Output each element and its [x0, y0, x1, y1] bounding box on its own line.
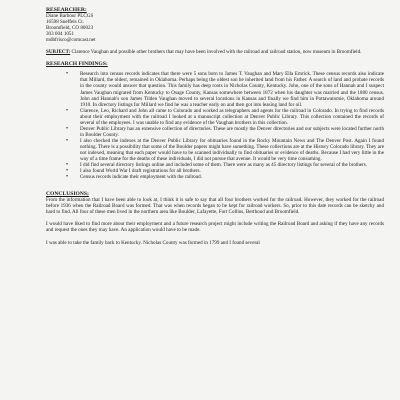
researcher-city: Broomfield, CO 80023 — [46, 25, 94, 32]
conclusion-paragraph: From the information that I have been able to look at, I think it is safe to say that all four brothers worked for the railroad. However, they worked for the railroad before 1936 when the Railroad Board was formed. That was when records began to be kept for railroad workers. So, prior to this date records can be sketchy and hard to find. All four of these men lived in the northern area like Boulder, Lafayette, Fort Collins, Berthoud and Broomfield. — [46, 197, 384, 216]
subject-label: SUBJECT: — [46, 49, 71, 56]
list-item: • Denver Public Library has an extensive collection of directories. These are mostly the Denver directories and our subjects were located further north in Boulder County. — [80, 126, 384, 138]
researcher-email: mdbfrisco@comcast.net — [46, 37, 96, 44]
subject-text: Clarence Vaughan and possible other brothers that may have been involved with the railroad and railroad station, now museum in Broomfield. — [70, 49, 362, 56]
researcher-block — [46, 7, 384, 43]
list-item: • Clarence, Leo, Richard and John all came to Colorado and worked as telegraphers and agents for the railroad in Colorado. In trying to find records about their employment with the railroad I looked at a manuscript collection at Denver Public Library. This collection contained the records of several of the employees. I was unable to find any evidence of the Vaughan brothers in this collection. — [80, 108, 384, 126]
list-item: • I did find several directory listings online and included some of them. There were as many as 45 directory listings for several of the brothers. — [80, 162, 384, 168]
researcher-street: 16598 Sneffels Ct. — [46, 19, 84, 26]
findings-list — [46, 71, 384, 180]
list-item: • I also found World War I draft registrations for all brothers. — [80, 168, 384, 174]
list-item: • Research into census records indicates that there were 5 sons born to James T. Vaughan and Mary Ella Emrick. These census records also indicate that Millard, the oldest, remained in Oklahoma. Perhaps being the oldest son he inherited land from his Father. A search of land and probate records in the county would answer that question. This family has deep roots in Nicholas County, Kentucky. John, one of the sons of Hannah and I suspect James Vaughan migrated from Kentucky to Osage County, Kansas somewhere between 1872 when his daughter was married and the 1880 census. John and Hannah's son James Tilden Vaughan moved to several locations in Kansas and finally we find him in Pottawatomie, Oklahoma around 1910. In directory listings for Millard we find he was a teacher early on and then got into leasing land for oil. — [80, 71, 384, 107]
conclusions-section — [46, 191, 384, 245]
list-item: • I also checked the indexes at the Denver Public Library for obituaries found in the Rocky Mountain News and The Denver Post. Again I found nothing. There is a possibility that some of the Boulder papers might have something. These collections are at the History Colorado library. They are not indexed, meaning that each paper would have to be scanned individually to find obituaries or evidence of deaths. Because I had very little in the way of a time frame for the deaths of these individuals, I did not pursue that avenue. It would be very time consuming. — [80, 138, 384, 162]
subject-paragraph — [46, 49, 384, 55]
researcher-phone: 303 604 1051 — [46, 31, 75, 38]
researcher-heading: RESEARCHER: — [46, 7, 87, 13]
findings-heading: RESEARCH FINDINGS: — [46, 61, 108, 68]
list-item: • Census records indicate their employment with the railroad. — [80, 174, 384, 180]
conclusion-paragraph: I was able to take the family back to Kentucky. Nicholas County was formed in 1799 and I found several — [46, 239, 260, 246]
conclusions-heading: CONCLUSIONS; — [46, 191, 89, 198]
conclusion-paragraph: I would have liked to find more about their employment and a future research project might include writing the Railroad Board and asking if they have any records and request the ones they may have. An application would have to be made. — [46, 221, 384, 234]
findings-section — [46, 61, 384, 180]
researcher-name: Diane Barbour PLCGS — [46, 13, 94, 20]
